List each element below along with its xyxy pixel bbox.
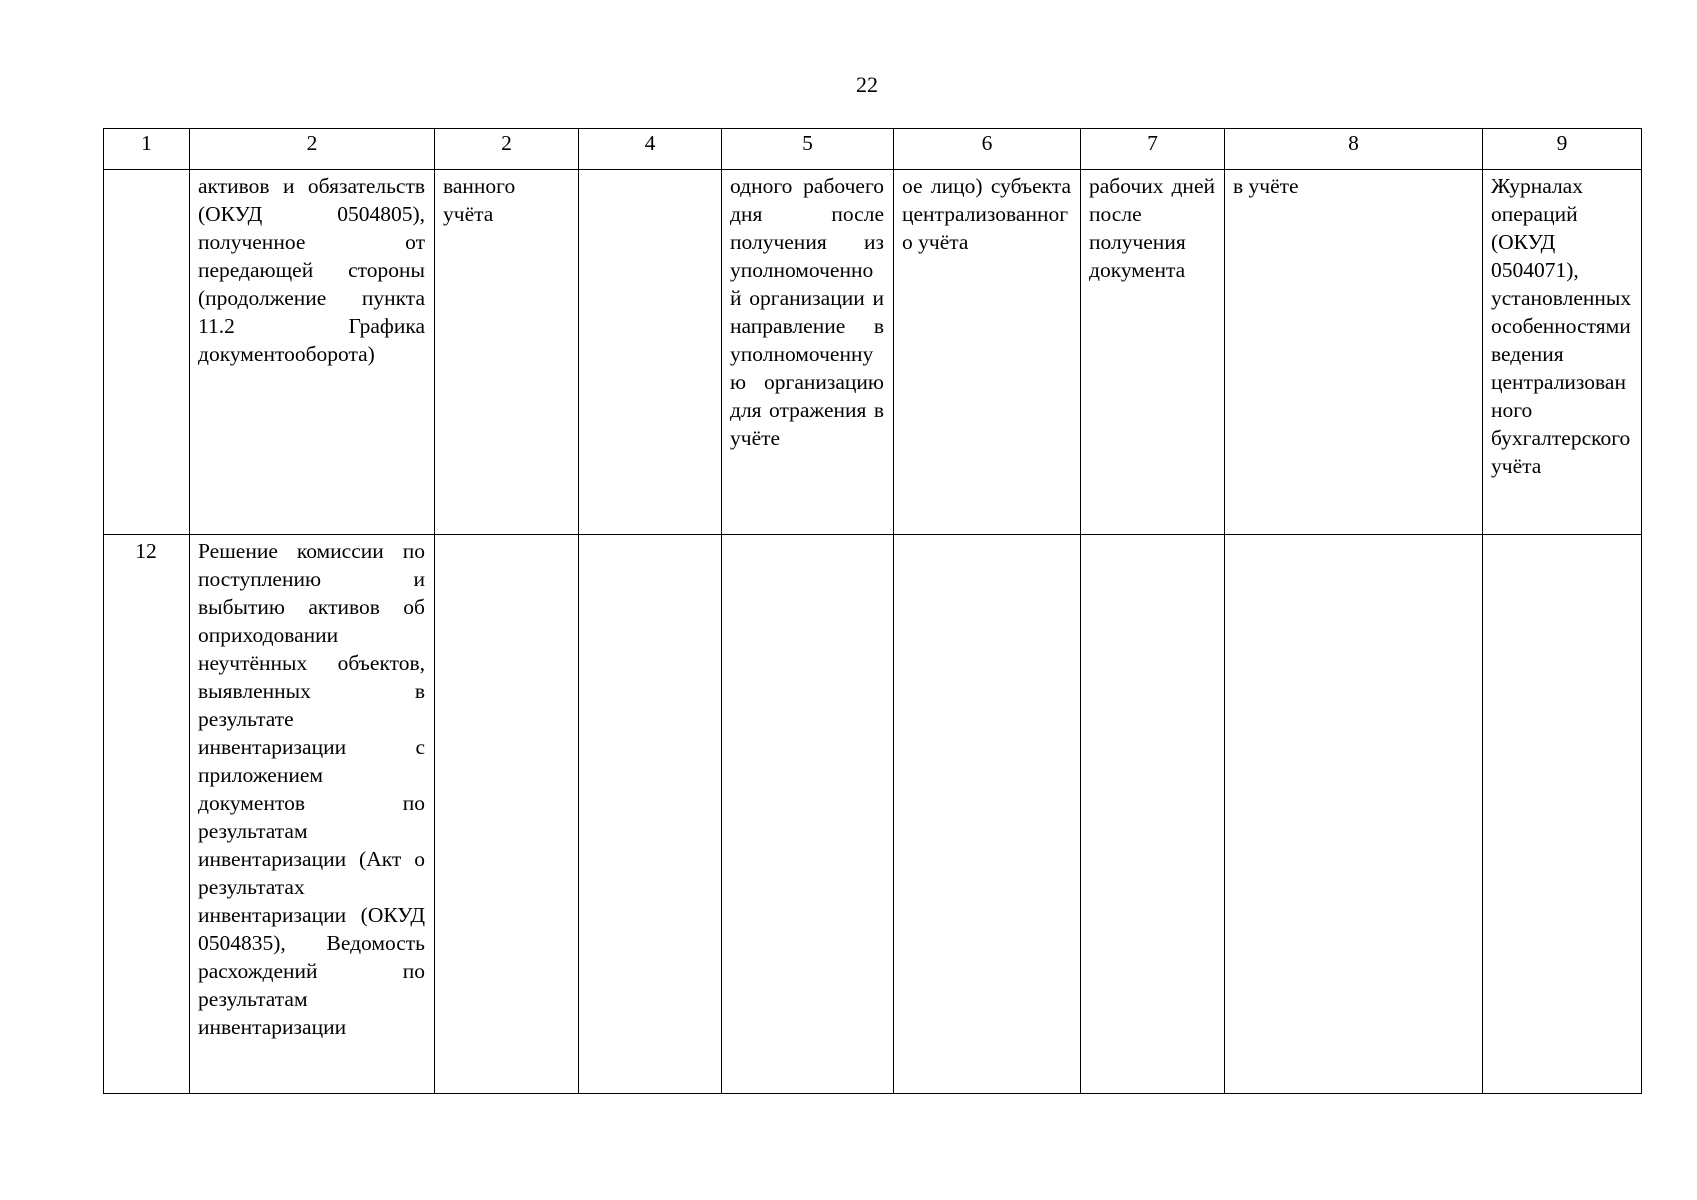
table-cell: Журналах операций (ОКУД 0504071), установленных особенностями ведения централизованного бухгалтерского учёта: [1483, 170, 1642, 535]
header-cell: 2: [435, 129, 579, 170]
header-cell: 6: [894, 129, 1081, 170]
header-cell: 2: [190, 129, 435, 170]
table-cell: [1483, 535, 1642, 1094]
table-cell: [1225, 535, 1483, 1094]
table-header-row: [104, 129, 1642, 170]
table-cell: ое лицо) субъекта централизованного учёта: [894, 170, 1081, 535]
header-cell: 5: [722, 129, 894, 170]
header-cell: 9: [1483, 129, 1642, 170]
table-cell: [1081, 535, 1225, 1094]
table-cell: [722, 535, 894, 1094]
table-cell: одного рабочего дня после получения из уполномоченной организации и направление в уполномоченную организацию для отражения в учёте: [722, 170, 894, 535]
header-cell: 8: [1225, 129, 1483, 170]
page-number: 22: [856, 72, 878, 97]
table-row: [104, 535, 1642, 1094]
row-number-cell: [104, 170, 190, 535]
header-cell: 7: [1081, 129, 1225, 170]
header-cell: 1: [104, 129, 190, 170]
table-row: [104, 170, 1642, 535]
header-cell: 4: [579, 129, 722, 170]
table-cell: [579, 535, 722, 1094]
row-number-cell: 12: [104, 535, 190, 1094]
table-cell: в учёте: [1225, 170, 1483, 535]
table-cell: рабочих дней после получения документа: [1081, 170, 1225, 535]
table-cell: [579, 170, 722, 535]
table-cell: ванного учёта: [435, 170, 579, 535]
table-cell: [435, 535, 579, 1094]
document-cell: активов и обязательств (ОКУД 0504805), полученное от передающей стороны (продолжение пункта 11.2 Графика документооборота): [190, 170, 435, 535]
document-cell: Решение комиссии по поступлению и выбытию активов об оприходовании неучтённых объектов, выявленных в результате инвентаризации с приложением документов по результатам инвентаризации (Акт о результатах инвентаризации (ОКУД 0504835), Ведомость расхождений по результатам инвентаризации: [190, 535, 435, 1094]
document-flow-table: [103, 128, 1642, 1094]
table-cell: [894, 535, 1081, 1094]
